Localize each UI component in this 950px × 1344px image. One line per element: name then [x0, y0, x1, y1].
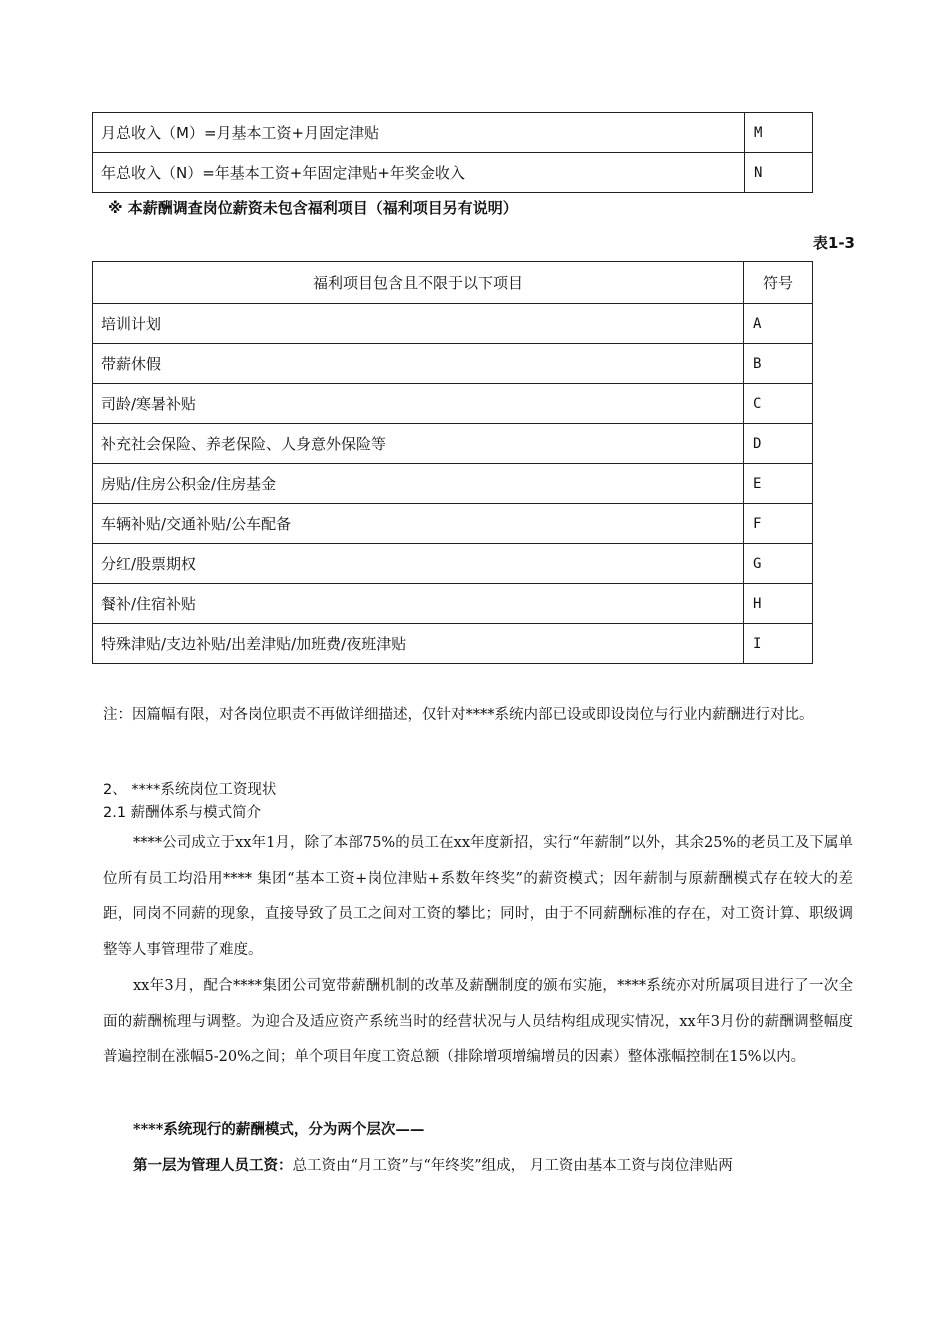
welfare-label: 分红/股票期权	[93, 544, 744, 584]
welfare-exclusion-note: ※ 本薪酬调查岗位薪资未包含福利项目（福利项目另有说明）	[108, 199, 518, 217]
welfare-label: 房贴/住房公积金/住房基金	[93, 464, 744, 504]
body-paragraph-2: xx年3月，配合****集团公司宽带薪酬机制的改革及薪酬制度的颁布实施，****系统亦对所属项目进行了一次全面的薪酬梳理与调整。为迎合及适应资产系统当时的经营状况与人员结构组成现实情况，xx年3月份的薪酬调整幅度普遍控制在涨幅5-20%之间；单个项目年度工资总额（排除增项增编增员的因素）整体涨幅控制在15%以内。	[103, 978, 853, 1065]
table-row	[93, 384, 813, 424]
header-item: 福利项目包含且不限于以下项目	[93, 262, 744, 304]
table-row	[93, 464, 813, 504]
table-row	[93, 544, 813, 584]
table-row	[93, 624, 813, 664]
note-paragraph: 注：因篇幅有限，对各岗位职责不再做详细描述，仅针对****系统内部已设或即设岗位与行业内薪酬进行对比。	[103, 707, 814, 723]
welfare-label: 餐补/住宿补贴	[93, 584, 744, 624]
income-table	[92, 112, 813, 193]
welfare-code: A	[744, 304, 813, 344]
welfare-label: 带薪休假	[93, 344, 744, 384]
paragraph-lead: 第一层为管理人员工资：	[133, 1157, 293, 1174]
paragraph-rest: 总工资由“月工资”与“年终奖”组成， 月工资由基本工资与岗位津贴两	[292, 1158, 733, 1174]
welfare-label: 培训计划	[93, 304, 744, 344]
body-paragraph-4	[103, 1148, 853, 1185]
header-code: 符号	[744, 262, 813, 304]
income-row-label: 月总收入（M）=月基本工资+月固定津贴	[93, 113, 745, 153]
welfare-code: E	[744, 464, 813, 504]
welfare-label: 特殊津贴/支边补贴/出差津贴/加班费/夜班津贴	[93, 624, 744, 664]
income-row-code: M	[745, 113, 813, 153]
table-row	[93, 504, 813, 544]
welfare-label: 补充社会保险、养老保险、人身意外保险等	[93, 424, 744, 464]
section-heading: 2、 ****系统岗位工资现状	[103, 782, 277, 798]
income-row-code: N	[745, 153, 813, 193]
income-row-label: 年总收入（N）=年基本工资+年固定津贴+年奖金收入	[93, 153, 745, 193]
welfare-table	[92, 261, 813, 664]
subsection-heading: 2.1 薪酬体系与模式简介	[103, 805, 262, 821]
table-row	[93, 584, 813, 624]
table-header-row	[93, 262, 813, 304]
body-paragraph-1: ****公司成立于xx年1月，除了本部75%的员工在xx年度新招，实行“年薪制”以外，其余25%的老员工及下属单位所有员工均沿用**** 集团“基本工资+岗位津贴+系数年终奖”的薪资模式；因年薪制与原薪酬模式存在较大的差距，同岗不同薪的现象，直接导致了员工之间对工资的攀比；同时，由于不同薪酬标准的存在，对工资计算、职级调整等人事管理带了难度。	[103, 835, 853, 958]
table-caption: 表1-3	[812, 234, 855, 252]
welfare-code: H	[744, 584, 813, 624]
table-row	[93, 304, 813, 344]
table-row	[93, 153, 813, 193]
welfare-code: G	[744, 544, 813, 584]
body-paragraph-3: ****系统现行的薪酬模式，分为两个层次——	[133, 1121, 425, 1138]
welfare-code: D	[744, 424, 813, 464]
welfare-label: 司龄/寒暑补贴	[93, 384, 744, 424]
welfare-code: F	[744, 504, 813, 544]
welfare-label: 车辆补贴/交通补贴/公车配备	[93, 504, 744, 544]
table-row	[93, 344, 813, 384]
table-row	[93, 113, 813, 153]
welfare-code: B	[744, 344, 813, 384]
welfare-code: C	[744, 384, 813, 424]
table-row	[93, 424, 813, 464]
welfare-code: I	[744, 624, 813, 664]
